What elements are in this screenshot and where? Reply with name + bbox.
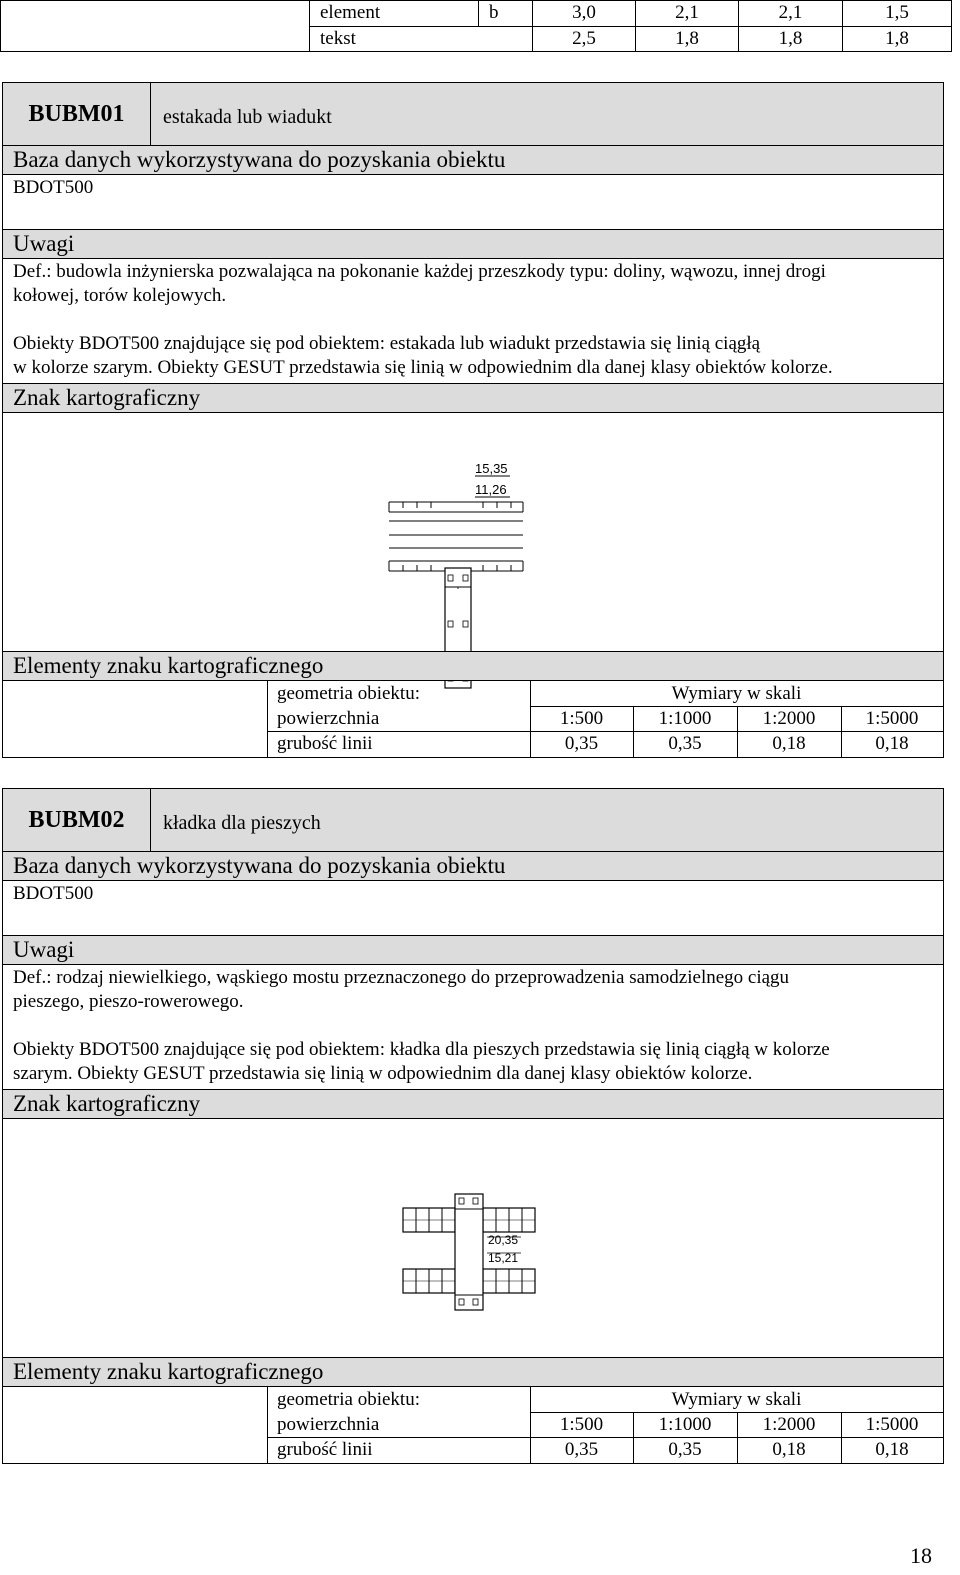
db-heading: Baza danych wykorzystywana do pozyskania obiektu [13, 147, 506, 172]
sign-heading-band [3, 383, 943, 413]
line-width-value: 0,35 [668, 1439, 702, 1460]
top-table-cell: 1,8 [635, 26, 739, 52]
scale-heading: Wymiary w skali [671, 683, 802, 704]
notes-heading-band [3, 935, 943, 965]
line-width-value: 0,18 [772, 733, 806, 754]
sign-dimension-bottom: 11,26 [475, 482, 507, 497]
top-dimension-table [0, 0, 955, 55]
sign-dimension-top: 20,35 [488, 1233, 519, 1247]
top-table-cell: 1,8 [842, 26, 952, 52]
symbol-section-bubm02 [2, 788, 944, 1464]
db-heading-band [3, 145, 943, 175]
scale-label: 1:1000 [658, 708, 712, 729]
line-width-value: 0,35 [668, 733, 702, 754]
line-width-value: 0,35 [564, 1439, 599, 1460]
top-table-cell: 2,1 [635, 0, 739, 27]
line-width-value: 0,18 [875, 1439, 909, 1460]
scale-label: 1:5000 [865, 708, 919, 729]
symbol-name: estakada lub wiadukt [163, 106, 332, 128]
scale-label: 1:2000 [762, 708, 816, 729]
scale-heading: Wymiary w skali [671, 1389, 802, 1410]
symbol-code: BUBM02 [3, 789, 151, 851]
sign-heading: Znak kartograficzny [13, 1091, 201, 1116]
db-value: BDOT500 [13, 177, 94, 198]
notes-line: Def.: rodzaj niewielkiego, wąskiego mostu przeznaczonego do przeprowadzenia samodzielnego ciągu [13, 967, 790, 988]
line-width-label: grubość linii [277, 1439, 373, 1460]
line-width-label: grubość linii [277, 733, 373, 754]
top-table-text-label: tekst [309, 26, 533, 52]
elements-heading: Elementy znaku kartograficznego [13, 653, 324, 678]
line-width-value: 0,18 [772, 1439, 806, 1460]
notes-heading: Uwagi [13, 937, 75, 962]
top-table-cell: 2,5 [532, 26, 636, 52]
scale-label: 1:500 [559, 1414, 604, 1435]
elements-table [3, 681, 943, 757]
geometry-value: powierzchnia [277, 708, 380, 729]
notes-line: pieszego, pieszo-rowerowego. [13, 991, 244, 1012]
top-table-empty-cell [0, 0, 310, 52]
scale-label: 1:5000 [865, 1414, 919, 1435]
geometry-label: geometria obiektu: [277, 1389, 420, 1410]
top-table-cell: 1,8 [738, 26, 843, 52]
elements-heading: Elementy znaku kartograficznego [13, 1359, 324, 1384]
scale-label: 1:1000 [658, 1414, 712, 1435]
symbol-code: BUBM01 [3, 83, 151, 145]
line-width-value: 0,35 [564, 733, 599, 754]
sign-heading: Znak kartograficzny [13, 385, 201, 410]
elements-table [3, 1387, 943, 1463]
db-heading-band [3, 851, 943, 881]
symbol-section-bubm01 [2, 82, 944, 758]
scale-label: 1:500 [559, 708, 604, 729]
db-value: BDOT500 [13, 883, 94, 904]
notes-line: szarym. Obiekty GESUT przedstawia się linią w odpowiednim dla danej klasy obiektów kolorze. [13, 1063, 753, 1084]
geometry-value: powierzchnia [277, 1414, 380, 1435]
geometry-label: geometria obiektu: [277, 683, 420, 704]
top-table-cell: 2,1 [738, 0, 843, 27]
elements-heading-band [3, 1357, 943, 1387]
top-table-cell: 1,5 [842, 0, 952, 27]
sign-heading-band [3, 1089, 943, 1119]
line-width-value: 0,18 [875, 733, 909, 754]
notes-heading-band [3, 229, 943, 259]
db-heading: Baza danych wykorzystywana do pozyskania obiektu [13, 853, 506, 878]
top-table-b-label: b [478, 0, 533, 27]
notes-line: Obiekty BDOT500 znajdujące się pod obiektem: kładka dla pieszych przedstawia się linią ciągłą w kolorze [13, 1039, 830, 1060]
scale-label: 1:2000 [762, 1414, 816, 1435]
sign-dimension-top: 15,35 [475, 461, 508, 476]
top-table-element-label: element [309, 0, 479, 27]
elements-heading-band [3, 651, 943, 681]
notes-line: Def.: budowla inżynierska pozwalająca na pokonanie każdej przeszkody typu: doliny, wąwozu, innej drogi [13, 261, 826, 282]
notes-heading: Uwagi [13, 231, 75, 256]
notes-line: kołowej, torów kolejowych. [13, 285, 227, 306]
sign-dimension-bottom: 15,21 [488, 1251, 519, 1265]
footbridge-symbol-drawing [399, 1193, 541, 1313]
notes-line: w kolorze szarym. Obiekty GESUT przedstawia się linią w odpowiednim dla danej klasy obiektów kolorze. [13, 357, 833, 378]
top-table-cell: 3,0 [532, 0, 636, 27]
page-number: 18 [910, 1543, 932, 1568]
notes-line: Obiekty BDOT500 znajdujące się pod obiektem: estakada lub wiadukt przedstawia się linią ciągłą [13, 333, 761, 354]
symbol-name: kładka dla pieszych [163, 812, 321, 834]
